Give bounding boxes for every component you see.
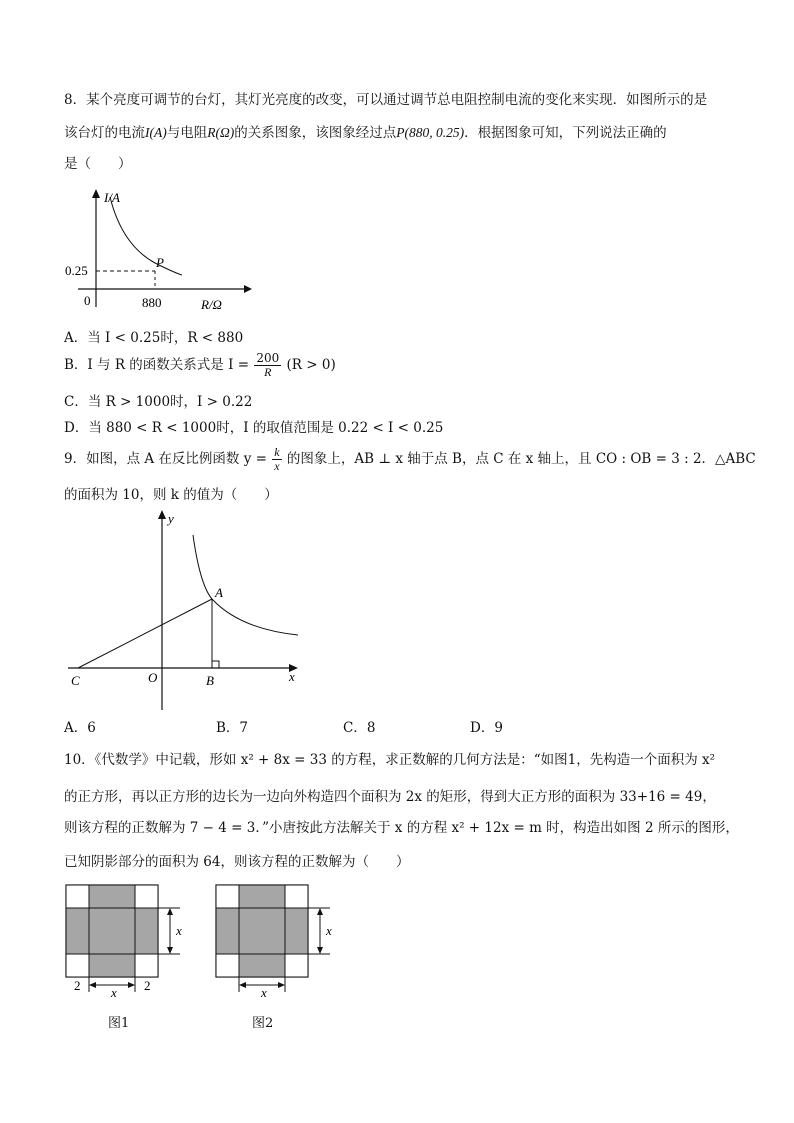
q8-graph [60, 185, 260, 315]
q9-right-angle-icon [212, 661, 219, 668]
q9-option-c: C．8 [343, 720, 376, 736]
q9-hyperbola [193, 535, 298, 635]
q8-x-tick: 880 [142, 295, 162, 310]
q10-line-1: 10．《代数学》中记载，形如 x² + 8x = 33 的方程，求正数解的几何方法是：“如图1，先构造一个面积为 x² [64, 752, 716, 768]
q10-fig2-x-right: x [326, 923, 332, 938]
q10-fig2-caption: 图2 [252, 1016, 274, 1031]
q9-fraction: $\frac{k}{x}$ [274, 445, 280, 474]
q8-option-b: B．I 与 R 的函数关系式是 I = $\frac{200}{R}$ (R > 0) [64, 351, 336, 380]
q10-fig1-center-square [89, 908, 135, 954]
q10-fig2-v-arrowhead-down-icon [317, 947, 323, 954]
q10-line-3: 则该方程的正数解为 7 − 4 = 3．”小唐按此方法解关于 x 的方程 x² + 12x = m 时，构造出如图 2 所示的图形， [64, 820, 739, 836]
q10-fig1-h-arrowhead-left-icon [89, 982, 96, 988]
q8-option-a: A．当 I < 0.25时，R < 880 [64, 330, 244, 346]
q9-x-label: x [289, 669, 295, 684]
q10-fig1-v-arrowhead-up-icon [167, 908, 173, 915]
q10-line-4: 已知阴影部分的面积为 64，则该方程的正数解为（ ） [64, 854, 410, 870]
q10-fig1-x-bottom: x [111, 985, 117, 1000]
q8-y-label: I/A [104, 190, 120, 205]
q10-fig2-center-square [239, 908, 285, 954]
q8-line-2: 该台灯的电流I(A)与电阻R(Ω)的关系图象，该图象经过点P(880, 0.25)．根据图象可知，下列说法正确的 [64, 125, 667, 141]
q10-fig1-h-arrowhead-right-icon [128, 982, 135, 988]
q9-y-arrow-icon [158, 510, 166, 519]
q8-option-d: D．当 880 < R < 1000时，I 的取值范围是 0.22 < I < 0.25 [64, 420, 444, 436]
q9-line-1: 9．如图，点 A 在反比例函数 y = $\frac{k}{x}$ 的图象上，AB ⊥ x 轴于点 B，点 C 在 x 轴上，且 CO : OB = 3 : 2．△ABC [64, 445, 756, 474]
q8-x-label: R/Ω [201, 297, 222, 312]
q9-y-label: y [168, 511, 174, 526]
q8-curve [110, 197, 182, 275]
q10-fig1-caption: 图1 [108, 1016, 130, 1031]
q9-segment-ca [78, 599, 212, 668]
q8-line-3: 是（ ） [64, 156, 132, 172]
q10-line-2: 的正方形，再以正方形的边长为一边向外构造四个面积为 2x 的矩形，得到大正方形的面积为 33+16 = 49， [64, 789, 716, 805]
q9-graph [60, 505, 310, 715]
q10-figure-2 [210, 880, 350, 1000]
q8-resistance-symbol: R(Ω) [207, 125, 235, 140]
q9-option-d: D．9 [470, 720, 503, 736]
q10-fig1-label-right-2: 2 [144, 978, 151, 993]
q9-label-c: C [71, 673, 80, 688]
q9-label-a: A [215, 585, 223, 600]
q9-option-b: B．7 [216, 720, 249, 736]
q10-fig1-v-arrowhead-down-icon [167, 947, 173, 954]
q8-y-tick: 0.25 [65, 263, 88, 278]
q8-origin: 0 [84, 293, 91, 308]
q10-fig2-x-bottom: x [261, 985, 267, 1000]
q10-fig2-h-arrowhead-right-icon [278, 982, 285, 988]
q8-current-symbol: I(A) [145, 125, 167, 140]
q10-fig1-label-left-2: 2 [74, 978, 81, 993]
q10-fig2-h-arrowhead-left-icon [239, 982, 246, 988]
q8-y-arrow-icon [92, 189, 100, 198]
q9-line-2: 的面积为 10，则 k 的值为（ ） [64, 487, 278, 503]
q10-fig2-v-arrowhead-up-icon [317, 908, 323, 915]
q8-option-b-fraction: $\frac{200}{R}$ [256, 351, 280, 380]
q8-point-label: P [156, 255, 164, 270]
q8-line-1: 8．某个亮度可调节的台灯，其灯光亮度的改变，可以通过调节总电阻控制电流的变化来实现．如图所示的是 [64, 92, 708, 108]
q8-option-c: C．当 R > 1000时，I > 0.22 [64, 394, 253, 410]
q8-point-p: P(880, 0.25) [396, 125, 465, 140]
q10-figure-1 [60, 880, 200, 1000]
q8-x-arrow-icon [244, 285, 252, 293]
q10-fig1-x-right: x [176, 923, 182, 938]
q9-label-b: B [206, 673, 214, 688]
q9-option-a: A．6 [64, 720, 96, 736]
q9-label-o: O [148, 670, 158, 685]
